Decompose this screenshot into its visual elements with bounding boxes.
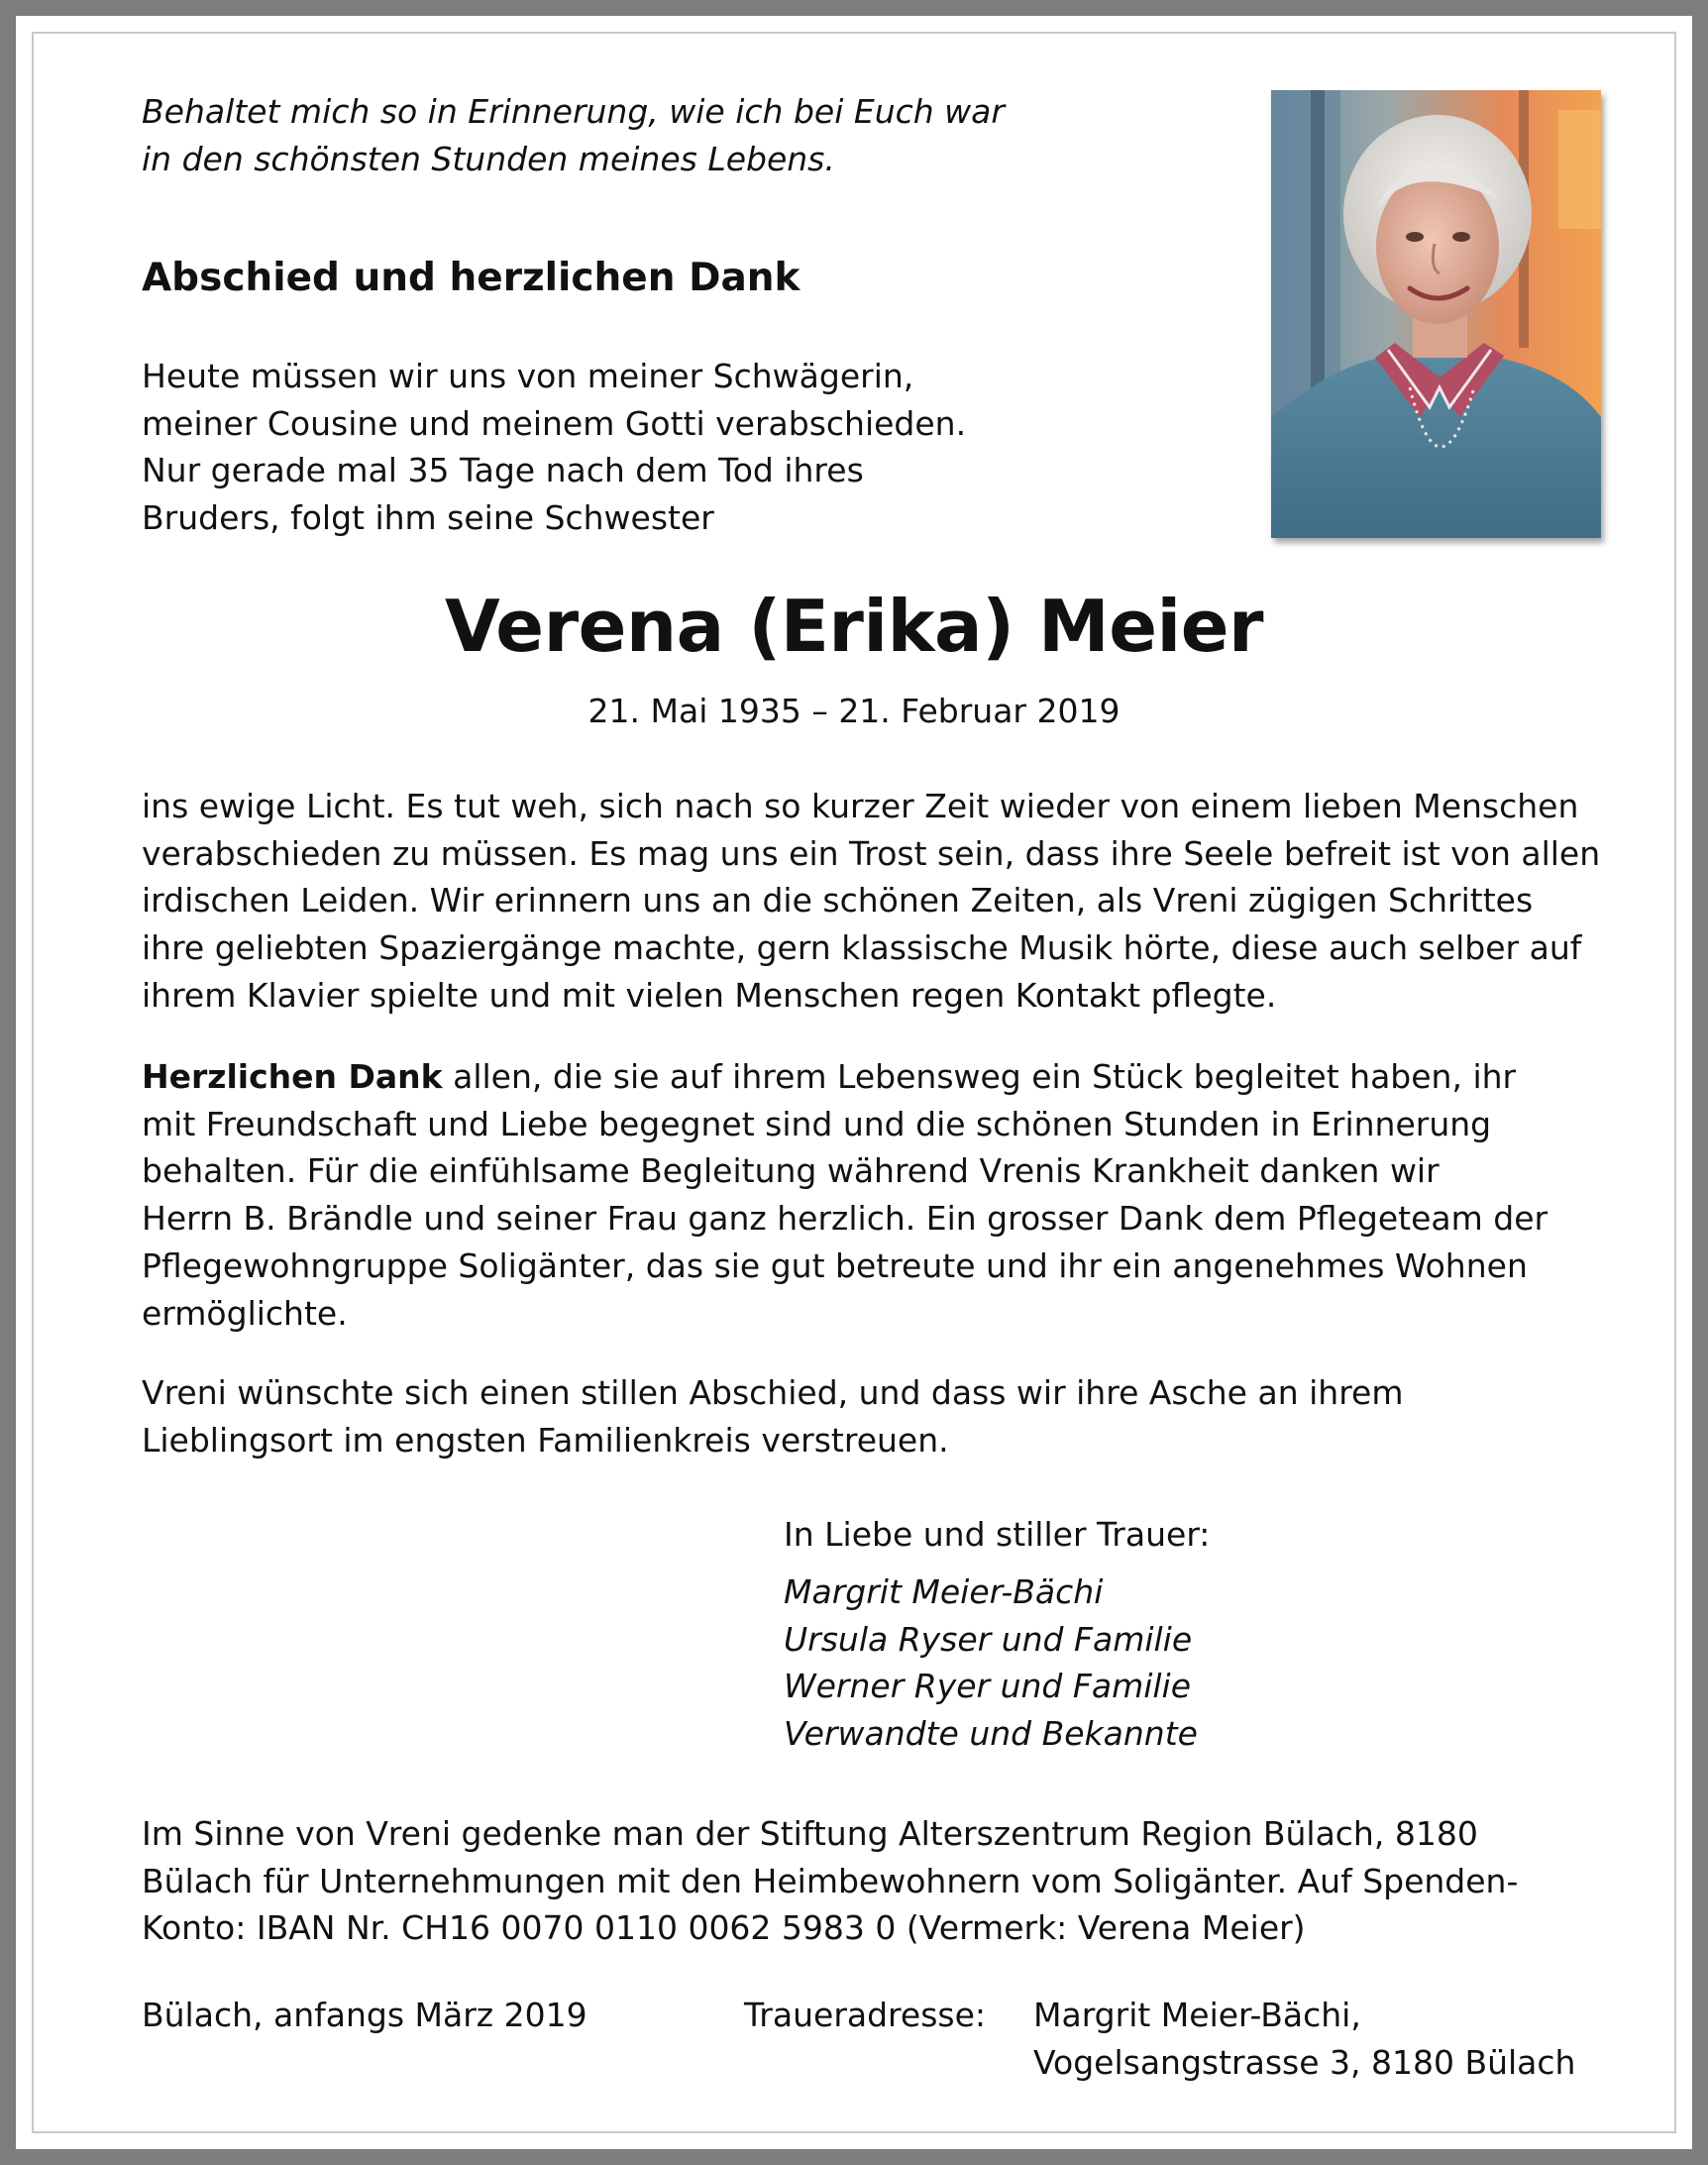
paragraph-line: irdischen Leiden. Wir erinnern uns an die schönen Zeiten, als Vreni zügigen Schrittes — [142, 881, 1534, 920]
farewell-heading: Abschied und herzlichen Dank — [142, 256, 801, 300]
thanks-first-line: allen, die sie auf ihrem Lebensweg ein Stück begleitet haben, ihr — [442, 1057, 1517, 1096]
paragraph-line: verabschieden zu müssen. Es mag uns ein Trost sein, dass ihre Seele befreit ist von allen — [142, 833, 1601, 873]
intro-paragraph — [142, 353, 966, 541]
paragraph-line: Herrn B. Brändle und seiner Frau ganz herzlich. Ein grosser Dank dem Pflegeteam der — [142, 1199, 1548, 1239]
address-label: Traueradresse: — [744, 1996, 987, 2034]
portrait-photo — [1271, 90, 1601, 538]
paragraph-thanks — [142, 1053, 1548, 1337]
address-line: Vogelsangstrasse 3, 8180 Bülach — [1033, 2042, 1576, 2082]
paragraph-line — [142, 1053, 1548, 1101]
donation-line: Bülach für Unternehmungen mit den Heimbewohnern vom Soligänter. Auf Spenden- — [142, 1861, 1519, 1900]
paragraph-memories — [142, 783, 1600, 1020]
paragraph-line: mit Freundschaft und Liebe begegnet sind und die schönen Stunden in Erinnerung — [142, 1104, 1492, 1143]
paragraph-wish — [142, 1369, 1403, 1463]
donation-line: Konto: IBAN Nr. CH16 0070 0110 0062 5983 0 (Vermerk: Verena Meier) — [142, 1908, 1306, 1948]
mourner-name: Ursula Ryser und Familie — [784, 1619, 1193, 1659]
paragraph-line: ins ewige Licht. Es tut weh, sich nach so kurzer Zeit wieder von einem lieben Menschen — [142, 787, 1579, 825]
mourning-address — [1033, 1992, 1575, 2086]
mourning-intro: In Liebe und stiller Trauer: — [784, 1515, 1211, 1554]
intro-line: Nur gerade mal 35 Tage nach dem Tod ihres — [142, 451, 864, 489]
motto-line: in den schönsten Stunden meines Lebens. — [142, 139, 835, 178]
motto-line: Behaltet mich so in Erinnerung, wie ich bei Euch war — [142, 92, 1005, 131]
life-dates: 21. Mai 1935 – 21. Februar 2019 — [587, 692, 1121, 730]
intro-line: meiner Cousine und meinem Gotti verabschieden. — [142, 403, 967, 443]
donation-note — [142, 1810, 1518, 1952]
mourner-name: Margrit Meier-Bächi — [784, 1572, 1104, 1611]
paragraph-line: Lieblingsort im engsten Familienkreis verstreuen. — [142, 1420, 949, 1460]
thanks-lead: Herzlichen Dank — [142, 1057, 443, 1096]
address-line: Margrit Meier-Bächi, — [1033, 1996, 1361, 2034]
mourner-name: Werner Ryer und Familie — [784, 1667, 1192, 1705]
paragraph-line: Pflegewohngruppe Soligänter, das sie gut betreute und ihr ein angenehmes Wohnen — [142, 1245, 1528, 1285]
intro-line: Bruders, folgt ihm seine Schwester — [142, 497, 714, 537]
mourner-name: Verwandte und Bekannte — [784, 1713, 1198, 1753]
donation-line: Im Sinne von Vreni gedenke man der Stiftung Alterszentrum Region Bülach, 8180 — [142, 1814, 1478, 1853]
intro-line: Heute müssen wir uns von meiner Schwägerin, — [142, 357, 914, 395]
paragraph-line: Vreni wünschte sich einen stillen Abschied, und dass wir ihre Asche an ihrem — [142, 1373, 1404, 1412]
paragraph-line: ihre geliebten Spaziergänge machte, gern klassische Musik hörte, diese auch selber auf — [142, 928, 1582, 968]
paragraph-line: ermöglichte. — [142, 1293, 348, 1333]
motto-quote — [142, 88, 1005, 182]
deceased-name: Verena (Erika) Meier — [444, 585, 1264, 668]
place-date: Bülach, anfangs März 2019 — [142, 1996, 587, 2034]
paragraph-line: behalten. Für die einfühlsame Begleitung während Vrenis Krankheit danken wir — [142, 1151, 1440, 1191]
paragraph-line: ihrem Klavier spielte und mit vielen Menschen regen Kontakt pflegte. — [142, 975, 1277, 1015]
mourners-list — [784, 1569, 1198, 1757]
